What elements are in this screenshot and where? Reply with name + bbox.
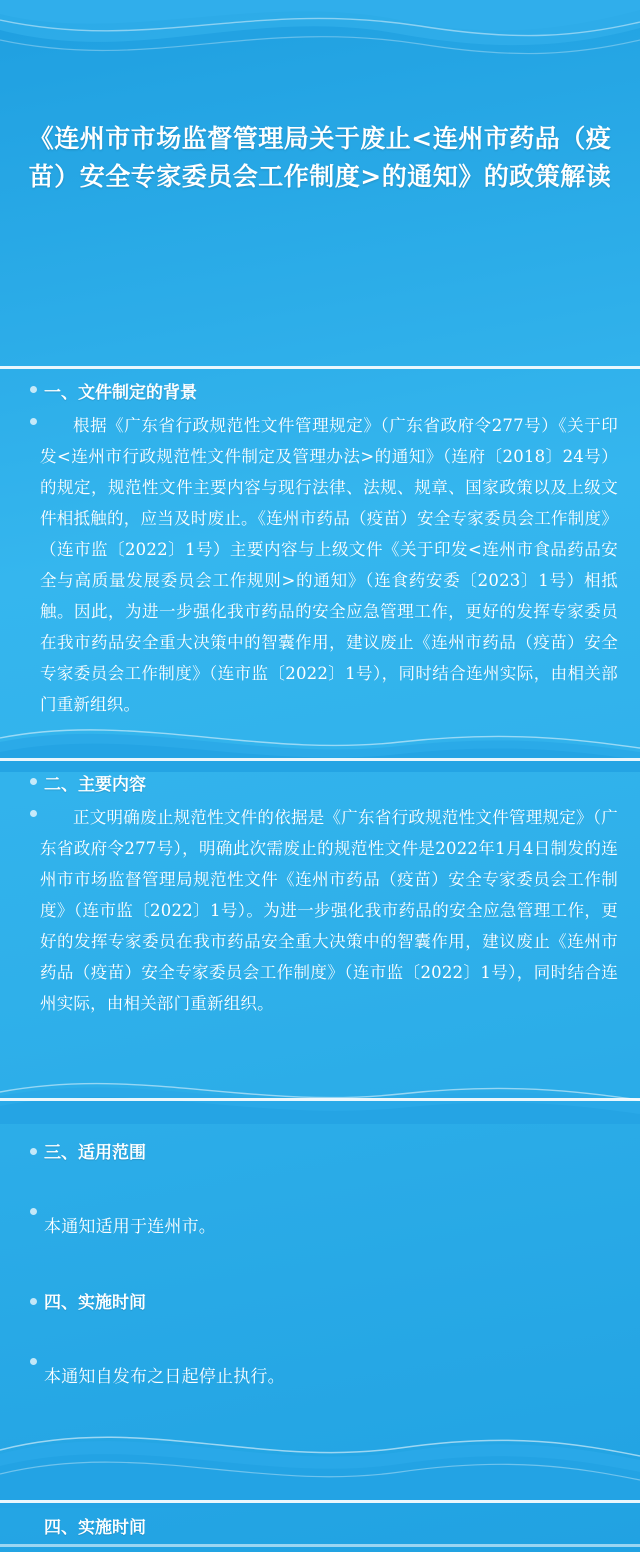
mid-wave-decoration-2 [0, 1062, 640, 1124]
bullet-icon [30, 386, 37, 393]
title-banner [0, 0, 640, 368]
section-background-3 [0, 1140, 640, 1242]
bottom-wave-decoration [0, 1408, 640, 1508]
section-divider-1 [0, 366, 640, 369]
section-background [0, 380, 640, 720]
section-body-3: 本通知适用于连州市。 [44, 1217, 216, 1237]
section-heading-3: 三、适用范围 [44, 1143, 146, 1163]
section-divider-2 [0, 758, 640, 761]
bullet-icon [30, 1298, 37, 1305]
section-body-2: 正文明确废止规范性文件的依据是《广东省行政规范性文件管理规定》（广东省政府令277号），明确此次需废止的规范性文件是2022年1月4日制发的连州市市场监督管理局规范性文件《连州市药品（疫苗）安全专家委员会工作制度》（连市监〔2022〕1号）。为进一步强化我市药品的安全应急管理工作，更好的发挥专家委员在我市药品安全重大决策中的智囊作用，建议废止《连州市药品（疫苗）安全专家委员会工作制度》（连市监〔2022〕1号），同时结合连州实际，由相关部门重新组织。 [40, 808, 618, 1013]
section-heading-4: 四、实施时间 [44, 1293, 146, 1313]
section-divider-3 [0, 1098, 640, 1101]
section-heading-5: 四、实施时间 [44, 1518, 146, 1538]
section-body-1: 根据《广东省行政规范性文件管理规定》（广东省政府令277号）《关于印发<连州市行政规范性文件制定及管理办法>的通知》（连府〔2018〕24号）的规定，规范性文件主要内容与现行法律、法规、规章、国家政策以及上级文件相抵触的，应当及时废止。《连州市药品（疫苗）安全专家委员会工作制度》（连市监〔2022〕1号）主要内容与上级文件《关于印发<连州市食品药品安全与高质量发展委员会工作规则>的通知》（连食药安委〔2023〕1号）相抵触。因此，为进一步强化我市药品的安全应急管理工作，更好的发挥专家委员在我市药品安全重大决策中的智囊作用，建议废止《连州市药品（疫苗）安全专家委员会工作制度》（连市监〔2022〕1号），同时结合连州实际，由相关部门重新组织。 [40, 416, 618, 714]
bullet-icon [30, 1358, 37, 1365]
section-body-4: 本通知自发布之日起停止执行。 [44, 1367, 285, 1387]
section-background-2 [0, 772, 640, 1019]
bullet-icon [30, 1208, 37, 1215]
bullet-icon [30, 418, 37, 425]
section-heading-2: 二、主要内容 [44, 775, 146, 795]
section-divider-5 [0, 1544, 640, 1547]
bullet-icon [30, 778, 37, 785]
section-background-4 [0, 1290, 640, 1392]
page-title: 《连州市市场监督管理局关于废止<连州市药品（疫苗）安全专家委员会工作制度>的通知》的政策解读 [28, 124, 612, 191]
section-divider-4 [0, 1500, 640, 1503]
bullet-icon [30, 1148, 37, 1155]
section-background-5 [0, 1515, 640, 1545]
bullet-icon [30, 810, 37, 817]
mid-wave-decoration-1 [0, 712, 640, 772]
section-heading-1: 一、文件制定的背景 [44, 383, 197, 403]
